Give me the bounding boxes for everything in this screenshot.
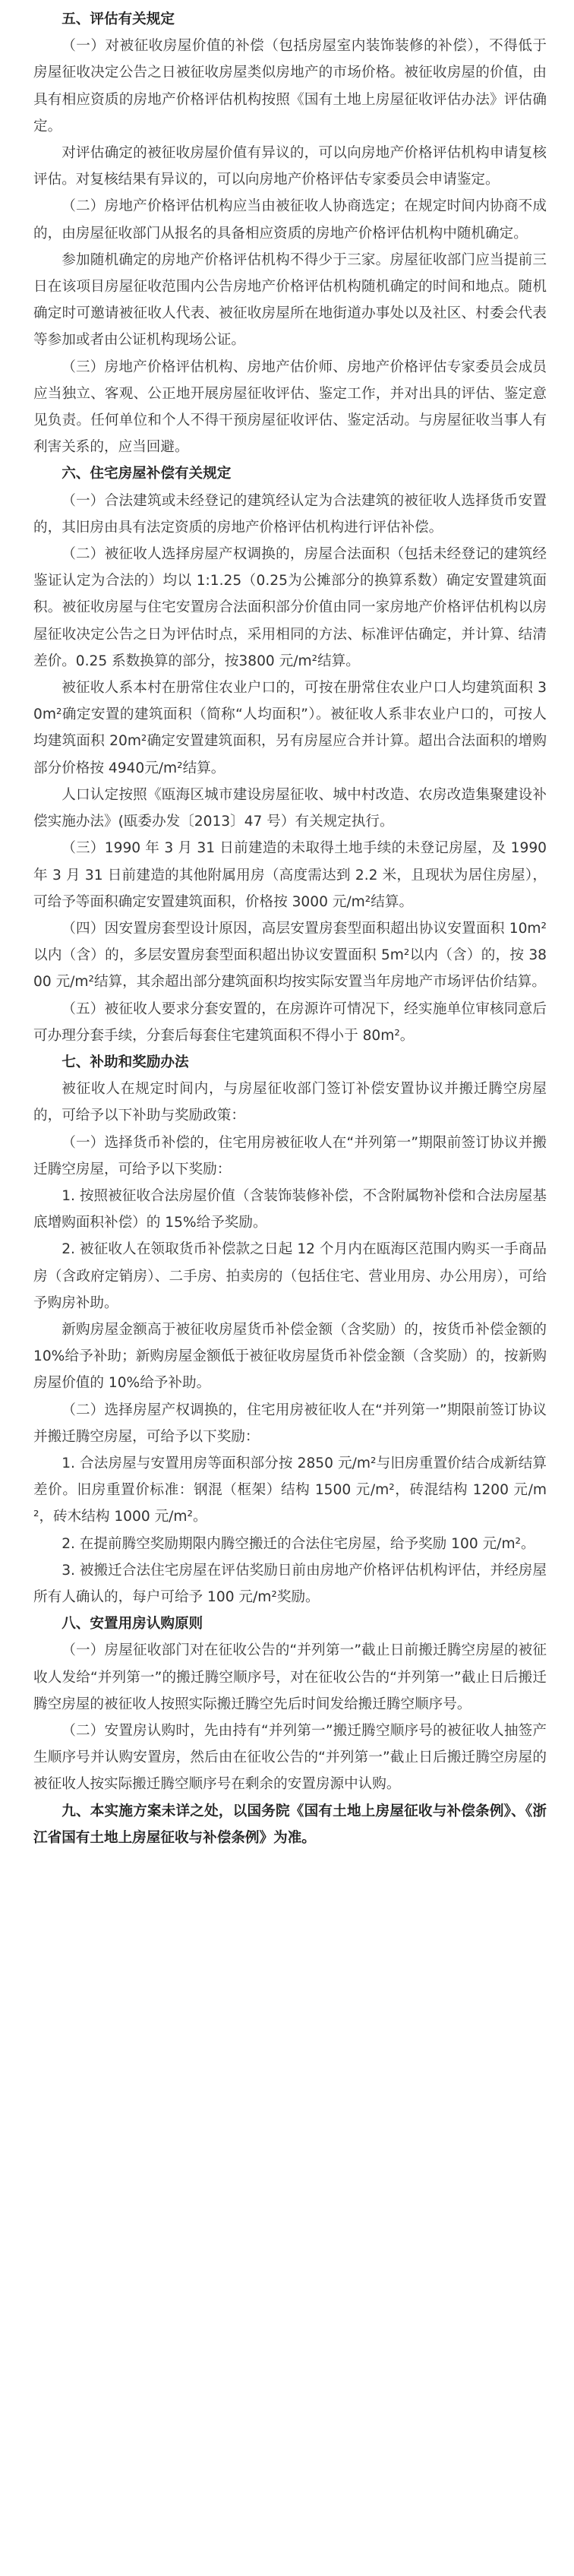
paragraph: （一）合法建筑或未经登记的建筑经认定为合法建筑的被征收人选择货币安置的，其旧房由具有法定资质的房地产价格评估机构进行评估补偿。	[33, 492, 547, 536]
paragraph: 1. 合法房屋与安置用房等面积部分按 2850 元/m²与旧房重置价结合成新结算差价。旧房重置价标准：钢混（框架）结构 1500 元/m²，砖混结构 1200 元/m²，砖木结构 1000 元/m²。	[33, 1455, 547, 1525]
paragraph: （三）1990 年 3 月 31 日前建造的未取得土地手续的未登记房屋，及 1990 年 3 月 31 日前建造的其他附属用房（高度需达到 2.2 米，且现状为居住房屋），可给予等面积确定安置建筑面积，价格按 3000 元/m²结算。	[33, 840, 547, 910]
paragraph: 新购房屋金额高于被征收房屋货币补偿金额（含奖励）的，按货币补偿金额的 10%给予补助；新购房屋金额低于被征收房屋货币补偿金额（含奖励）的，按新购房屋价值的 10%给予补助。	[33, 1321, 547, 1392]
section-heading: 六、住宅房屋补偿有关规定	[62, 466, 232, 482]
paragraph: 1. 按照被征收合法房屋价值（含装饰装修补偿，不含附属物补偿和合法房屋基底增购面积补偿）的 15%给予奖励。	[33, 1187, 547, 1231]
paragraph: 3. 被搬迁合法住宅房屋在评估奖励日前由房地产价格评估机构评估，并经房屋所有人确认的，每户可给予 100 元/m²奖励。	[33, 1562, 547, 1605]
paragraph: 2. 被征收人在领取货币补偿款之日起 12 个月内在瓯海区范围内购买一手商品房（含政府定销房）、二手房、拍卖房的（包括住宅、营业用房、办公用房），可给予购房补助。	[33, 1241, 547, 1311]
paragraph: 参加随机确定的房地产价格评估机构不得少于三家。房屋征收部门应当提前三日在该项目房屋征收范围内公告房地产价格评估机构随机确定的时间和地点。随机确定时可邀请被征收人代表、被征收房屋所在地街道办事处以及社区、村委会代表等参加或者由公证机构现场公证。	[33, 251, 547, 349]
paragraph: 被征收人系本村在册常住农业户口的，可按在册常住农业户口人均建筑面积 30m²确定安置的建筑面积（简称“人均面积”）。被征收人系非农业户口的，可按人均建筑面积 20m²确定安置建筑面积，另有房屋应合并计算。超出合法面积的增购部分价格按 4940元/m²结算。	[33, 680, 547, 776]
paragraph: （一）房屋征收部门对在征收公告的“并列第一”截止日前搬迁腾空房屋的被征收人发给“并列第一”的搬迁腾空顺序号，对在征收公告的“并列第一”截止日后搬迁腾空房屋的被征收人按照实际搬迁腾空先后时间发给搬迁腾空顺序号。	[33, 1642, 547, 1712]
section-heading: 七、补助和奖励办法	[62, 1054, 189, 1070]
paragraph: （一）选择货币补偿的，住宅用房被征收人在“并列第一”期限前签订协议并搬迁腾空房屋，可给予以下奖励：	[33, 1134, 547, 1177]
paragraph: （二）房地产价格评估机构应当由被征收人协商选定；在规定时间内协商不成的，由房屋征收部门从报名的具备相应资质的房地产价格评估机构中随机确定。	[33, 198, 547, 242]
section-heading: 八、安置用房认购原则	[62, 1616, 203, 1633]
paragraph: （一）对被征收房屋价值的补偿（包括房屋室内装饰装修的补偿），不得低于房屋征收决定公告之日被征收房屋类似房地产的市场价格。被征收房屋的价值，由具有相应资质的房地产价格评估机构按照《国有土地上房屋征收评估办法》评估确定。	[33, 38, 547, 134]
paragraph: （三）房地产价格评估机构、房地产估价师、房地产价格评估专家委员会成员应当独立、客观、公正地开展房屋征收评估、鉴定工作，并对出具的评估、鉴定意见负责。任何单位和个人不得干预房屋征收评估、鉴定活动。与房屋征收当事人有利害关系的，应当回避。	[33, 359, 547, 456]
paragraph: 被征收人在规定时间内，与房屋征收部门签订补偿安置协议并搬迁腾空房屋的，可给予以下补助与奖励政策：	[33, 1081, 547, 1124]
paragraph: （二）安置房认购时，先由持有“并列第一”搬迁腾空顺序号的被征收人抽签产生顺序号并认购安置房，然后由在征收公告的“并列第一”截止日后搬迁腾空房屋的被征收人按实际搬迁腾空顺序号在剩余的安置房源中认购。	[33, 1723, 547, 1793]
paragraph: （五）被征收人要求分套安置的，在房源许可情况下，经实施单位审核同意后可办理分套手续，分套后每套住宅建筑面积不得小于 80m²。	[33, 1000, 547, 1044]
paragraph: （四）因安置房套型设计原因，高层安置房套型面积超出协议安置面积 10m²以内（含）的，多层安置房套型面积超出协议安置面积 5m²以内（含）的，按 3800 元/m²结算，其余超出部分建筑面积均按实际安置当年房地产市场评估价结算。	[33, 920, 547, 991]
paragraph: 对评估确定的被征收房屋价值有异议的，可以向房地产价格评估机构申请复核评估。对复核结果有异议的，可以向房地产价格评估专家委员会申请鉴定。	[33, 145, 547, 188]
section-heading: 九、本实施方案未详之处，以国务院《国有土地上房屋征收与补偿条例》、《浙江省国有土地上房屋征收与补偿条例》为准。	[33, 1803, 547, 1846]
section-heading: 五、评估有关规定	[62, 11, 175, 27]
paragraph: （二）选择房屋产权调换的，住宅用房被征收人在“并列第一”期限前签订协议并搬迁腾空房屋，可给予以下奖励：	[33, 1402, 547, 1445]
paragraph: 人口认定按照《瓯海区城市建设房屋征收、城中村改造、农房改造集聚建设补偿实施办法》(瓯委办发〔2013〕47 号）有关规定执行。	[33, 786, 547, 830]
paragraph: （二）被征收人选择房屋产权调换的，房屋合法面积（包括未经登记的建筑经鉴证认定为合法的）均以 1:1.25（0.25为公摊部分的换算系数）确定安置建筑面积。被征收房屋与住宅安置房合法面积部分价值由同一家房地产价格评估机构以房屋征收决定公告之日为评估时点，采用相同的方法、标准评估确定，并计算、结清差价。0.25 系数换算的部分，按3800 元/m²结算。	[33, 546, 547, 669]
paragraph: 2. 在提前腾空奖励期限内腾空搬迁的合法住宅房屋，给予奖励 100 元/m²。	[62, 1535, 535, 1552]
